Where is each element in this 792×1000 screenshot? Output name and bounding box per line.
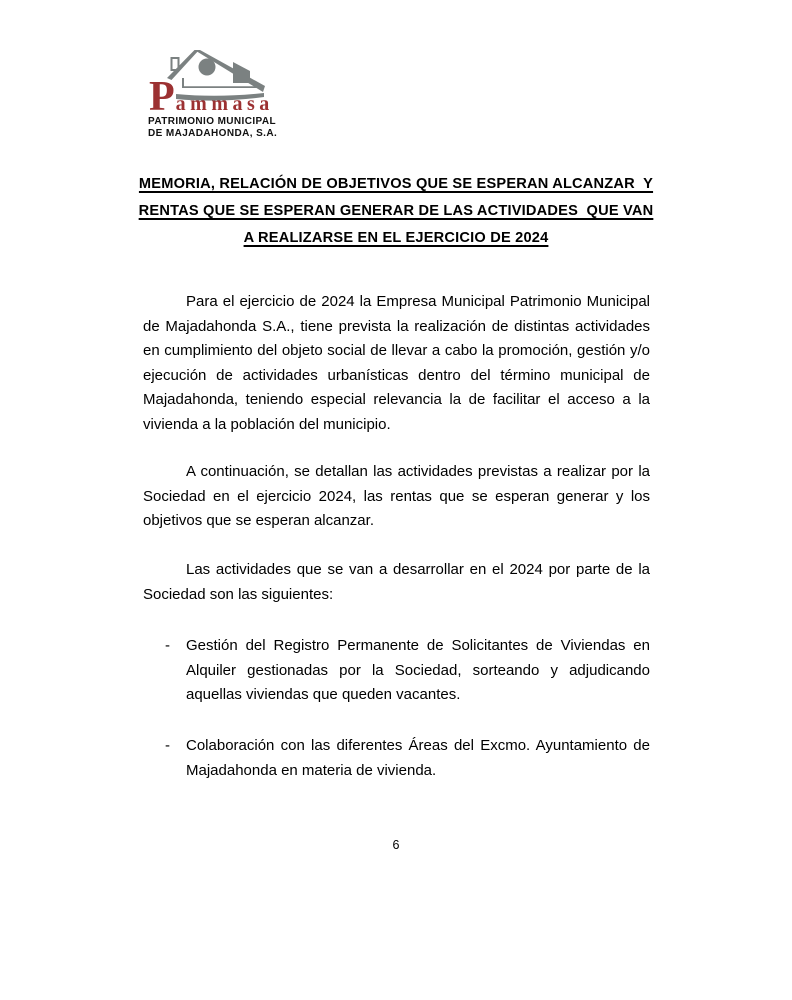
list-item-text: Gestión del Registro Permanente de Solicitantes de Viviendas en Alquiler gestionadas por la Sociedad, sorteando y adjudicando aquellas viviendas que queden vacantes. <box>186 637 650 703</box>
title-line-2: RENTAS QUE SE ESPERAN GENERAR DE LAS ACTIVIDADES QUE VAN <box>138 203 654 219</box>
document-title <box>121 171 671 252</box>
list-item-colaboracion <box>143 734 650 783</box>
paragraph-activities-lead: Las actividades que se van a desarrollar en el 2024 por parte de la Sociedad son las siguientes: <box>143 561 650 603</box>
logo-subtitle-line1: PATRIMONIO MUNICIPAL <box>148 116 276 127</box>
list-item-marker: - <box>165 737 170 754</box>
title-line-3: A REALIZARSE EN EL EJERCICIO DE 2024 <box>243 230 549 246</box>
list-item-text: Colaboración con las diferentes Áreas del Excmo. Ayuntamiento de Majadahonda en materia de vivienda. <box>186 737 650 779</box>
list-item-registro <box>143 634 650 708</box>
title-line-1: MEMORIA, RELACIÓN DE OBJETIVOS QUE SE ESPERAN ALCANZAR Y <box>138 176 654 192</box>
pammasa-logo <box>147 46 277 146</box>
logo-wordmark-rest: ammasa <box>175 93 274 115</box>
logo-wordmark <box>149 76 274 118</box>
logo-subtitle <box>148 116 277 139</box>
logo-wordmark-initial: P <box>149 74 175 120</box>
paragraph-intro: Para el ejercicio de 2024 la Empresa Municipal Patrimonio Municipal de Majadahonda S.A., tiene prevista la realización de distintas actividades en cumplimiento del objeto social de llevar a cabo la promoción, gestión y/o ejecución de actividades urbanísticas dentro del término municipal de Majadahonda, teniendo especial relevancia la de facilitar el acceso a la vivienda a la población del municipio. <box>143 293 650 433</box>
logo-subtitle-line2: DE MAJADAHONDA, S.A. <box>148 127 278 139</box>
paragraph-continuation: A continuación, se detallan las actividades previstas a realizar por la Sociedad en el ejercicio 2024, las rentas que se esperan generar y los objetivos que se esperan alcanzar. <box>143 463 650 529</box>
page-number: 6 <box>392 838 400 852</box>
list-item-marker: - <box>165 637 170 654</box>
